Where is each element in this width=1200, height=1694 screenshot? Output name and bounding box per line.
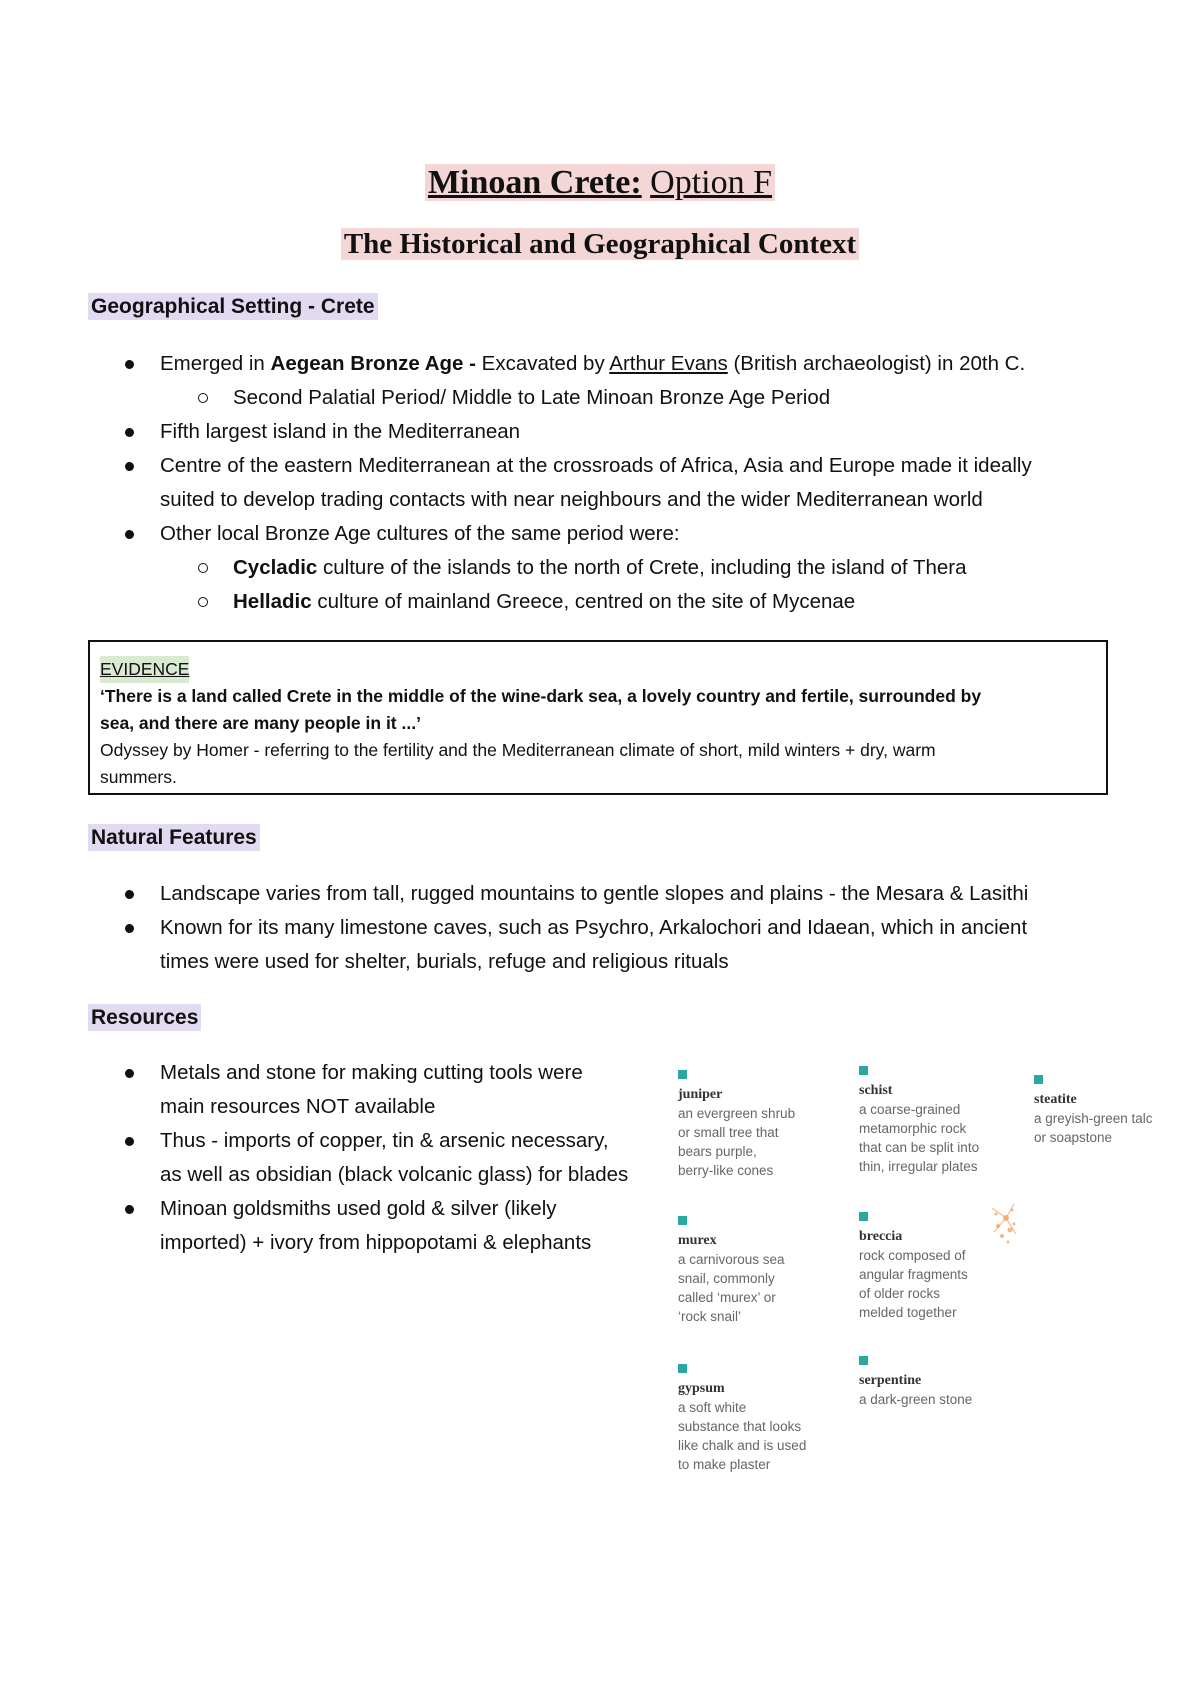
bullet-icon (125, 1137, 134, 1146)
square-bullet-icon (1034, 1075, 1043, 1084)
glossary-item-gypsum: gypsum a soft white substance that looks like chalk and is used to make plaster (678, 1364, 806, 1474)
resources-heading: Resources (88, 1003, 201, 1033)
square-bullet-icon (678, 1070, 687, 1079)
list-item: Metals and stone for making cutting tools were main resources NOT available (0, 1056, 628, 1124)
bullet-icon (125, 890, 134, 899)
square-bullet-icon (678, 1216, 687, 1225)
resources-bullet-list (0, 1056, 628, 1260)
bullet-icon (125, 462, 134, 471)
bullet-icon (125, 428, 134, 437)
list-item: Fifth largest island in the Mediterranean (0, 415, 1032, 449)
geo-bullet-list (0, 347, 1032, 619)
evidence-note: Odyssey by Homer - referring to the fertility and the Mediterranean climate of short, mild winters + dry, warm summers. (100, 740, 936, 787)
bullet-icon (125, 1069, 134, 1078)
list-item: Minoan goldsmiths used gold & silver (likely imported) + ivory from hippopotami & elephants (0, 1192, 628, 1260)
sub-bullet-icon (198, 597, 208, 607)
bullet-icon (125, 924, 134, 933)
square-bullet-icon (859, 1356, 868, 1365)
list-item: Second Palatial Period/ Middle to Late Minoan Bronze Age Period (0, 381, 1032, 415)
evidence-tag: EVIDENCE (100, 656, 189, 683)
list-item: Helladic culture of mainland Greece, centred on the site of Mycenae (0, 585, 1032, 619)
list-item: Landscape varies from tall, rugged mountains to gentle slopes and plains - the Mesara & Lasithi (0, 877, 1028, 911)
square-bullet-icon (859, 1066, 868, 1075)
glossary-item-steatite: steatite a greyish-green talc or soapstone (1034, 1075, 1153, 1147)
glossary-item-schist: schist a coarse-grained metamorphic rock that can be split into thin, irregular plates (859, 1066, 979, 1176)
list-item: Thus - imports of copper, tin & arsenic necessary, as well as obsidian (black volcanic glass) for blades (0, 1124, 628, 1192)
page-title: Minoan Crete: Option F (0, 163, 1200, 203)
list-item: Known for its many limestone caves, such as Psychro, Arkalochori and Idaean, which in ancient times were used for shelter, burials, refuge and religious rituals (0, 911, 1028, 979)
bullet-icon (125, 530, 134, 539)
bullet-icon (125, 1205, 134, 1214)
list-item: Centre of the eastern Mediterranean at the crossroads of Africa, Asia and Europe made it ideally suited to develop trading contacts with near neighbours and the wider Mediterranean world (0, 449, 1032, 517)
list-item: Other local Bronze Age cultures of the same period were: (0, 517, 1032, 551)
orange-splash-icon (978, 1200, 1018, 1270)
sub-bullet-icon (198, 563, 208, 573)
sub-bullet-icon (198, 393, 208, 403)
homer-quote: ‘There is a land called Crete in the middle of the wine-dark sea, a lovely country and fertile, surrounded by sea, and there are many people in it ...’ (100, 686, 982, 733)
geo-heading: Geographical Setting - Crete (88, 292, 378, 322)
natural-bullet-list (0, 877, 1028, 979)
glossary-item-serpentine: serpentine a dark-green stone (859, 1356, 972, 1409)
list-item: Emerged in Aegean Bronze Age - Excavated by Arthur Evans (British archaeologist) in 20th C. (0, 347, 1032, 381)
glossary-item-breccia: breccia rock composed of angular fragments of older rocks melded together (859, 1212, 968, 1322)
square-bullet-icon (859, 1212, 868, 1221)
square-bullet-icon (678, 1364, 687, 1373)
glossary-image (670, 1060, 1190, 1480)
glossary-item-murex: murex a carnivorous sea snail, commonly called ‘murex’ or ‘rock snail’ (678, 1216, 785, 1326)
bullet-icon (125, 360, 134, 369)
glossary-item-juniper: juniper an evergreen shrub or small tree that bears purple, berry-like cones (678, 1070, 795, 1180)
natural-heading: Natural Features (88, 823, 260, 853)
list-item: Cycladic culture of the islands to the north of Crete, including the island of Thera (0, 551, 1032, 585)
page-subtitle: The Historical and Geographical Context (0, 226, 1200, 262)
evidence-box (88, 640, 1108, 795)
